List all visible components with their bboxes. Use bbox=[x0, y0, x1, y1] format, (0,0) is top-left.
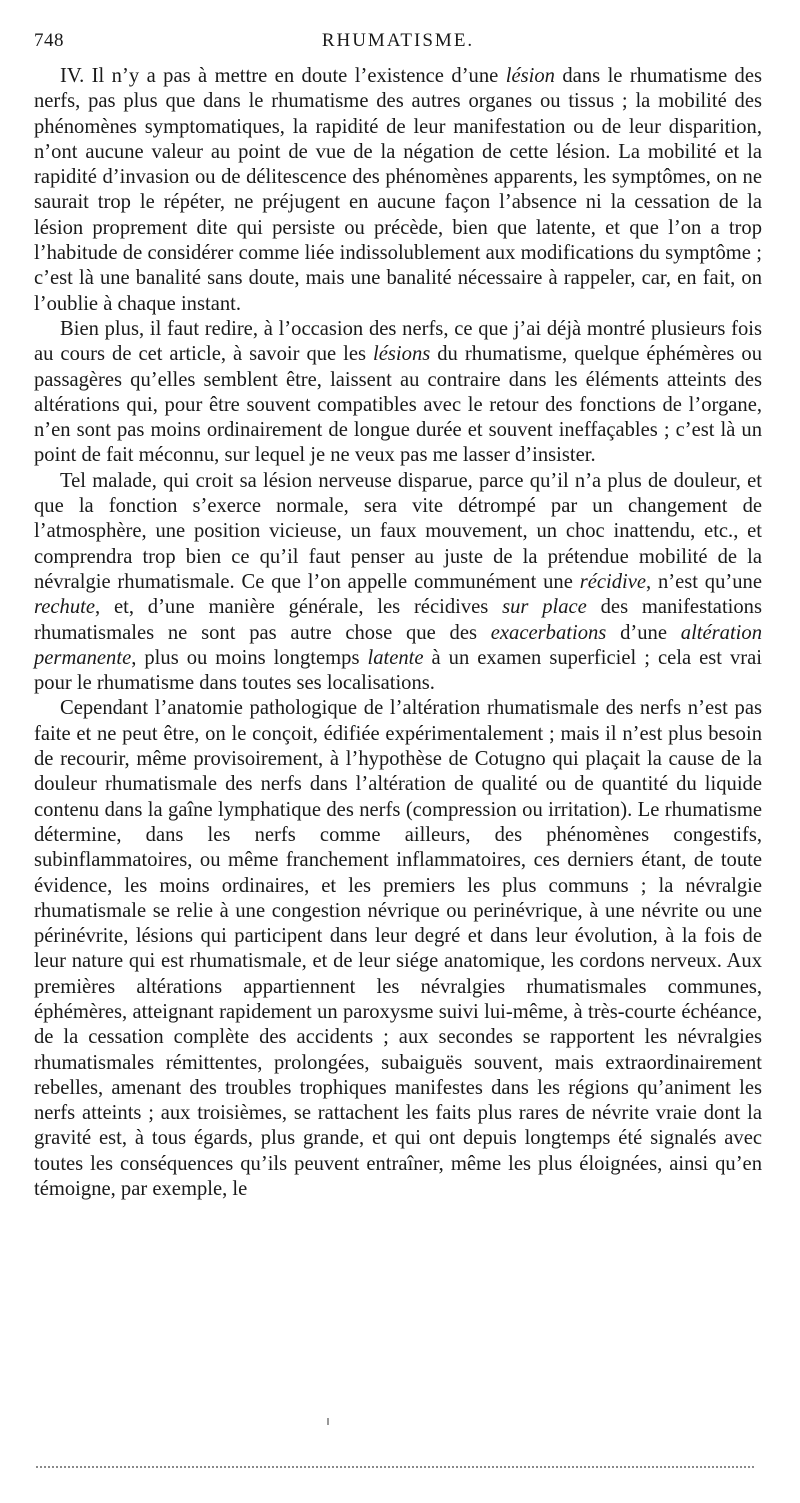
running-title: RHUMATISME. bbox=[321, 30, 475, 51]
italic-term: altération permanente bbox=[34, 621, 762, 669]
stray-print-mark bbox=[327, 1418, 329, 1425]
italic-term: rechute bbox=[34, 596, 95, 619]
italic-term: exacerbations bbox=[490, 621, 607, 644]
italic-term: lésion bbox=[505, 65, 555, 87]
page-header bbox=[34, 30, 762, 56]
footer-dotted-rule bbox=[36, 1466, 754, 1468]
italic-term: récidive bbox=[579, 570, 647, 593]
body-text bbox=[34, 64, 762, 1202]
paragraph-4: Cependant l’anatomie pathologique de l’altération rhumatismale des nerfs n’est pas faite et ne peut être, on le conçoit, édifiée expérimentalement ; mais il n’est plus besoin de recourir, même provisoirement, à l’hypothèse de Cotugno qui plaçait la cause de la douleur rhumatismale des nerfs dans l’altération de qualité ou de quantité du liquide contenu dans la gaîne lymphatique des nerfs (compression ou irritation). Le rhumatisme détermine, dans les nerfs comme ailleurs, des phénomènes congestifs, subinflammatoires, ou même franchement inflammatoires, ces derniers étant, de toute évidence, les moins ordinaires, et les premiers les plus communs ; la névralgie rhumatismale se relie à une congestion névrique ou perinévrique, à une névrite ou une périnévrite, lésions qui participent dans leur degré et dans leur évolution, à la fois de leur nature qui est rhumatismale, et de leur siége anatomique, les cordons nerveux. Aux premières altérations appartiennent les névralgies rhumatismales communes, éphémères, atteignant rapidement un paroxysme suivi lui-même, à très-courte échéance, de la cessation complète des accidents ; aux secondes se rapportent les névralgies rhumatismales rémittentes, prolongées, subaiguës souvent, mais extraordinairement rebelles, amenant des troubles trophiques manifestes dans les régions qu’animent les nerfs atteints ; aux troisièmes, se rattachent les faits plus rares de névrite vraie dont la gravité est, à tous égards, plus grande, et qui ont depuis longtemps été signalés avec toutes les conséquences qu’ils peuvent entraîner, même les plus éloignées, ainsi qu’en témoigne, par exemple, le bbox=[34, 697, 762, 1201]
paragraph-3: Tel malade, qui croit sa lésion nerveuse disparue, parce qu’il n’a plus de douleur, et que la fonction s’exerce normale, sera vite détrompé par un changement de l’atmosphère, une position vicieuse, un faux mouvement, un choc inattendu, etc., et comprendra trop bien ce qu’il faut penser au juste de la prétendue mobilité de la névralgie rhumatismale. Ce que l’on appelle communément une récidive, n’est qu’une rechute, et, d’une manière générale, les récidives sur place des manifestations rhumatismales ne sont pas autre chose que des exacerbations d’une altération permanente, plus ou moins longtemps latente à un examen superficiel ; cela est vrai pour le rhumatisme dans toutes ses localisations. bbox=[34, 469, 763, 695]
italic-term: lésions bbox=[373, 343, 431, 366]
paragraph-1: IV. Il n’y a pas à mettre en doute l’existence d’une lésion dans le rhumatisme des nerfs, pas plus que dans le rhumatisme des autres organes ou tissus ; la mobilité des phénomènes symptomatiques, la rapidité de leur manifestation ou de leur disparition, n’ont aucune valeur au point de vue de la négation de cette lésion. La mobilité et la rapidité d’invasion ou de délitescence des phénomènes apparents, les symptômes, on ne saurait trop le répéter, ne préjugent en aucune façon l’absence ni la cessation de la lésion proprement dite qui persiste ou précède, bien que latente, et que l’on a trop l’habitude de considérer comme liée indissolublement aux modifications du symptôme ; c’est là une banalité sans doute, mais une banalité nécessaire à rappeler, car, en fait, on l’oublie à chaque instant. bbox=[34, 65, 762, 315]
paragraph-2: Bien plus, il faut redire, à l’occasion des nerfs, ce que j’ai déjà montré plusieurs fois au cours de cet article, à savoir que les lésions du rhumatisme, quelque éphémères ou passagères qu’elles semblent être, laissent au contraire dans les éléments atteints des altérations qui, pour être souvent compatibles avec le retour des fonctions de l’organe, n’en sont pas moins ordinairement de longue durée et souvent ineffaçables ; c’est là un point de fait méconnu, sur lequel je ne veux pas me lasser d’insister. bbox=[34, 317, 762, 467]
italic-term: latente bbox=[367, 646, 424, 669]
italic-term: sur place bbox=[502, 596, 587, 619]
page-number: 748 bbox=[34, 30, 64, 51]
